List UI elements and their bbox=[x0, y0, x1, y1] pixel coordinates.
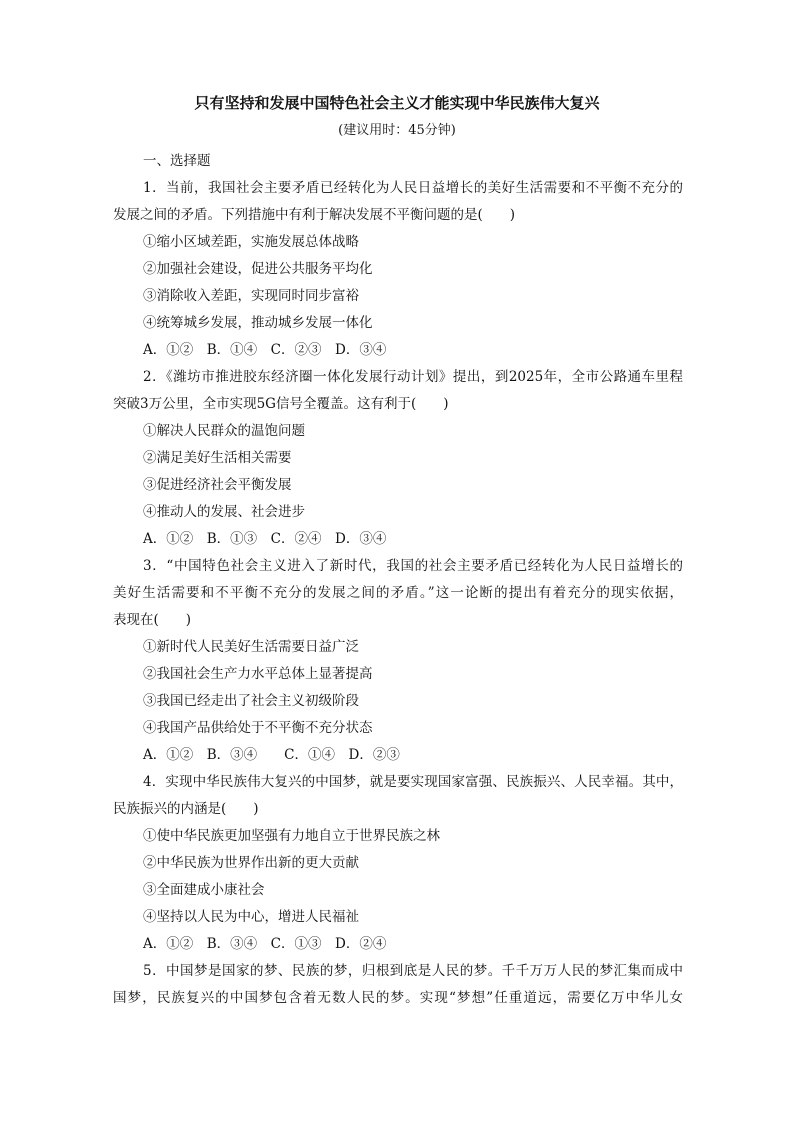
question-stem-line: 4．实现中华民族伟大复兴的中国梦，就是要实现国家富强、民族振兴、人民幸福。其中， bbox=[143, 774, 683, 790]
option-item: ②加强社会建设，促进公共服务平均化 bbox=[143, 261, 373, 277]
question-stem-line: 3．“中国特色社会主义进入了新时代，我国的社会主要矛盾已经转化为人民日益增长的 bbox=[143, 558, 683, 574]
answer-choices: A．①② B．③④ C．①④ D．②③ bbox=[143, 747, 400, 763]
question-5 bbox=[113, 958, 683, 1012]
option-item: ①缩小区域差距，实施发展总体战略 bbox=[143, 234, 359, 250]
question-1 bbox=[113, 175, 683, 364]
option-item: ②满足美好生活相关需要 bbox=[143, 450, 292, 466]
option-item: ③我国已经走出了社会主义初级阶段 bbox=[143, 693, 359, 709]
option-item: ①新时代人民美好生活需要日益广泛 bbox=[143, 639, 359, 655]
answer-choices: A．①② B．①③ C．②④ D．③④ bbox=[143, 531, 387, 547]
question-stem-line: 突破3万公里，全市实现5G信号全覆盖。这有利于( ) bbox=[113, 396, 449, 412]
question-stem-line: 国梦，民族复兴的中国梦包含着无数人民的梦。实现“梦想”任重道远，需要亿万中华儿女 bbox=[113, 990, 683, 1006]
question-stem-line: 民族振兴的内涵是( ) bbox=[113, 801, 259, 817]
option-item: ④推动人的发展、社会进步 bbox=[143, 504, 305, 520]
option-item: ④坚持以人民为中心，增进人民福祉 bbox=[143, 909, 359, 925]
answer-choices: A．①② B．①④ C．②③ D．③④ bbox=[143, 342, 387, 358]
question-stem-line: 表现在( ) bbox=[113, 612, 192, 628]
option-item: ③消除收入差距，实现同时同步富裕 bbox=[143, 288, 359, 304]
answer-choices: A．①② B．③④ C．①③ D．②④ bbox=[143, 936, 387, 952]
question-stem-line: 2．《潍坊市推进胶东经济圈一体化发展行动计划》提出，到2025年，全市公路通车里程 bbox=[143, 369, 683, 385]
question-2 bbox=[113, 364, 683, 553]
option-item: ②中华民族为世界作出新的更大贡献 bbox=[143, 855, 359, 871]
option-item: ①解决人民群众的温饱问题 bbox=[143, 423, 305, 439]
document-body bbox=[113, 148, 683, 1012]
question-stem-line: 5．中国梦是国家的梦、民族的梦，归根到底是人民的梦。千千万万人民的梦汇集而成中 bbox=[143, 963, 683, 979]
question-stem-line: 发展之间的矛盾。下列措施中有利于解决发展不平衡问题的是( ) bbox=[113, 207, 516, 223]
question-3 bbox=[113, 553, 683, 769]
question-stem-line: 美好生活需要和不平衡不充分的发展之间的矛盾。”这一论断的提出有着充分的现实依据， bbox=[113, 585, 683, 601]
document-title: 只有坚持和发展中国特色社会主义才能实现中华民族伟大复兴 bbox=[194, 94, 600, 112]
question-stem-line: 1．当前，我国社会主要矛盾已经转化为人民日益增长的美好生活需要和不平衡不充分的 bbox=[143, 180, 683, 196]
section-heading: 一、选择题 bbox=[143, 153, 211, 169]
option-item: ④统筹城乡发展，推动城乡发展一体化 bbox=[143, 315, 373, 331]
option-item: ③促进经济社会平衡发展 bbox=[143, 477, 292, 493]
option-item: ④我国产品供给处于不平衡不充分状态 bbox=[143, 720, 373, 736]
option-item: ②我国社会生产力水平总体上显著提高 bbox=[143, 666, 373, 682]
suggested-time: (建议用时：45分钟) bbox=[338, 123, 456, 138]
question-4 bbox=[113, 769, 683, 958]
option-item: ①使中华民族更加坚强有力地自立于世界民族之林 bbox=[143, 828, 440, 844]
option-item: ③全面建成小康社会 bbox=[143, 882, 265, 898]
